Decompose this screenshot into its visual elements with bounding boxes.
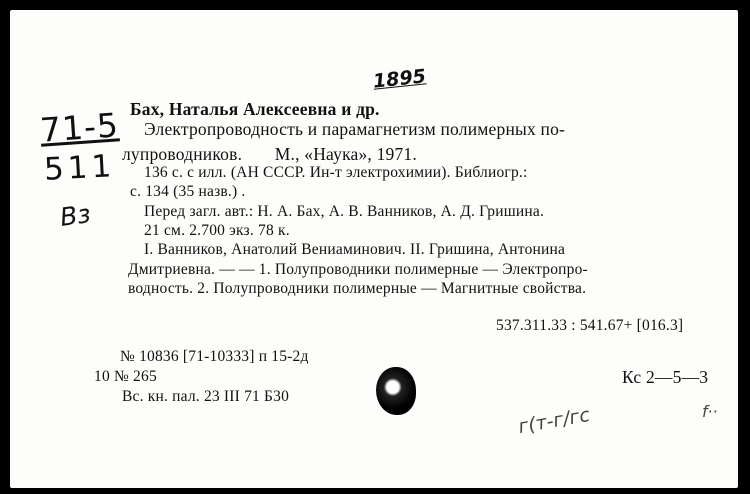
title-line-2 xyxy=(122,145,417,163)
handwritten-shelf-bottom: 511 xyxy=(43,148,117,188)
ink-blot xyxy=(376,367,416,415)
book-chamber-line: Вс. кн. пал. 23 III 71 Б30 xyxy=(122,388,290,405)
physical-description-2: с. 134 (35 назв.) . xyxy=(130,183,246,200)
catalog-card xyxy=(10,10,738,488)
heading xyxy=(130,100,380,118)
tracings-line-3: водность. 2. Полупроводники полимерные — Магнитные свойства. xyxy=(128,280,587,297)
physical-description-1: 136 с. с илл. (АН СССР. Ин-т электрохимии). Библиогр.: xyxy=(144,164,528,181)
heading-et-al: и др. xyxy=(341,99,380,119)
pencil-scribble-right: f⋅⋅ xyxy=(702,402,718,421)
distribution-code: Кс 2—5—3 xyxy=(622,367,709,387)
authors-note: Перед загл. авт.: Н. А. Бах, А. В. Ванников, А. Д. Гришина. xyxy=(144,203,545,220)
heading-author: Бах, Наталья Алексеевна xyxy=(130,99,337,119)
classification-number: 537.311.33 : 541.67+ [016.3] xyxy=(496,317,684,334)
handwritten-shelf-top: 71-5 xyxy=(38,105,121,150)
imprint: М., «Наука», 1971. xyxy=(274,144,417,164)
handwritten-year: 1895 xyxy=(371,65,427,93)
title-continuation: лупроводников. xyxy=(122,144,243,164)
card-number: 10 № 265 xyxy=(94,368,157,385)
pencil-scribble: г(т-г/гс xyxy=(516,403,592,439)
title-line-1: Электропроводность и парамагнетизм полимерных по- xyxy=(144,119,566,139)
tracings-line-1: I. Ванников, Анатолий Вениаминович. II. Гришина, Антонина xyxy=(144,241,566,258)
handwritten-mark: Вз xyxy=(58,199,93,232)
tracings-line-2: Дмитриевна. — — 1. Полупроводники полимерные — Электропро- xyxy=(128,261,588,278)
format-line: 21 см. 2.700 экз. 78 к. xyxy=(144,222,290,239)
order-number: № 10836 [71-10333] п 15-2д xyxy=(120,348,309,365)
